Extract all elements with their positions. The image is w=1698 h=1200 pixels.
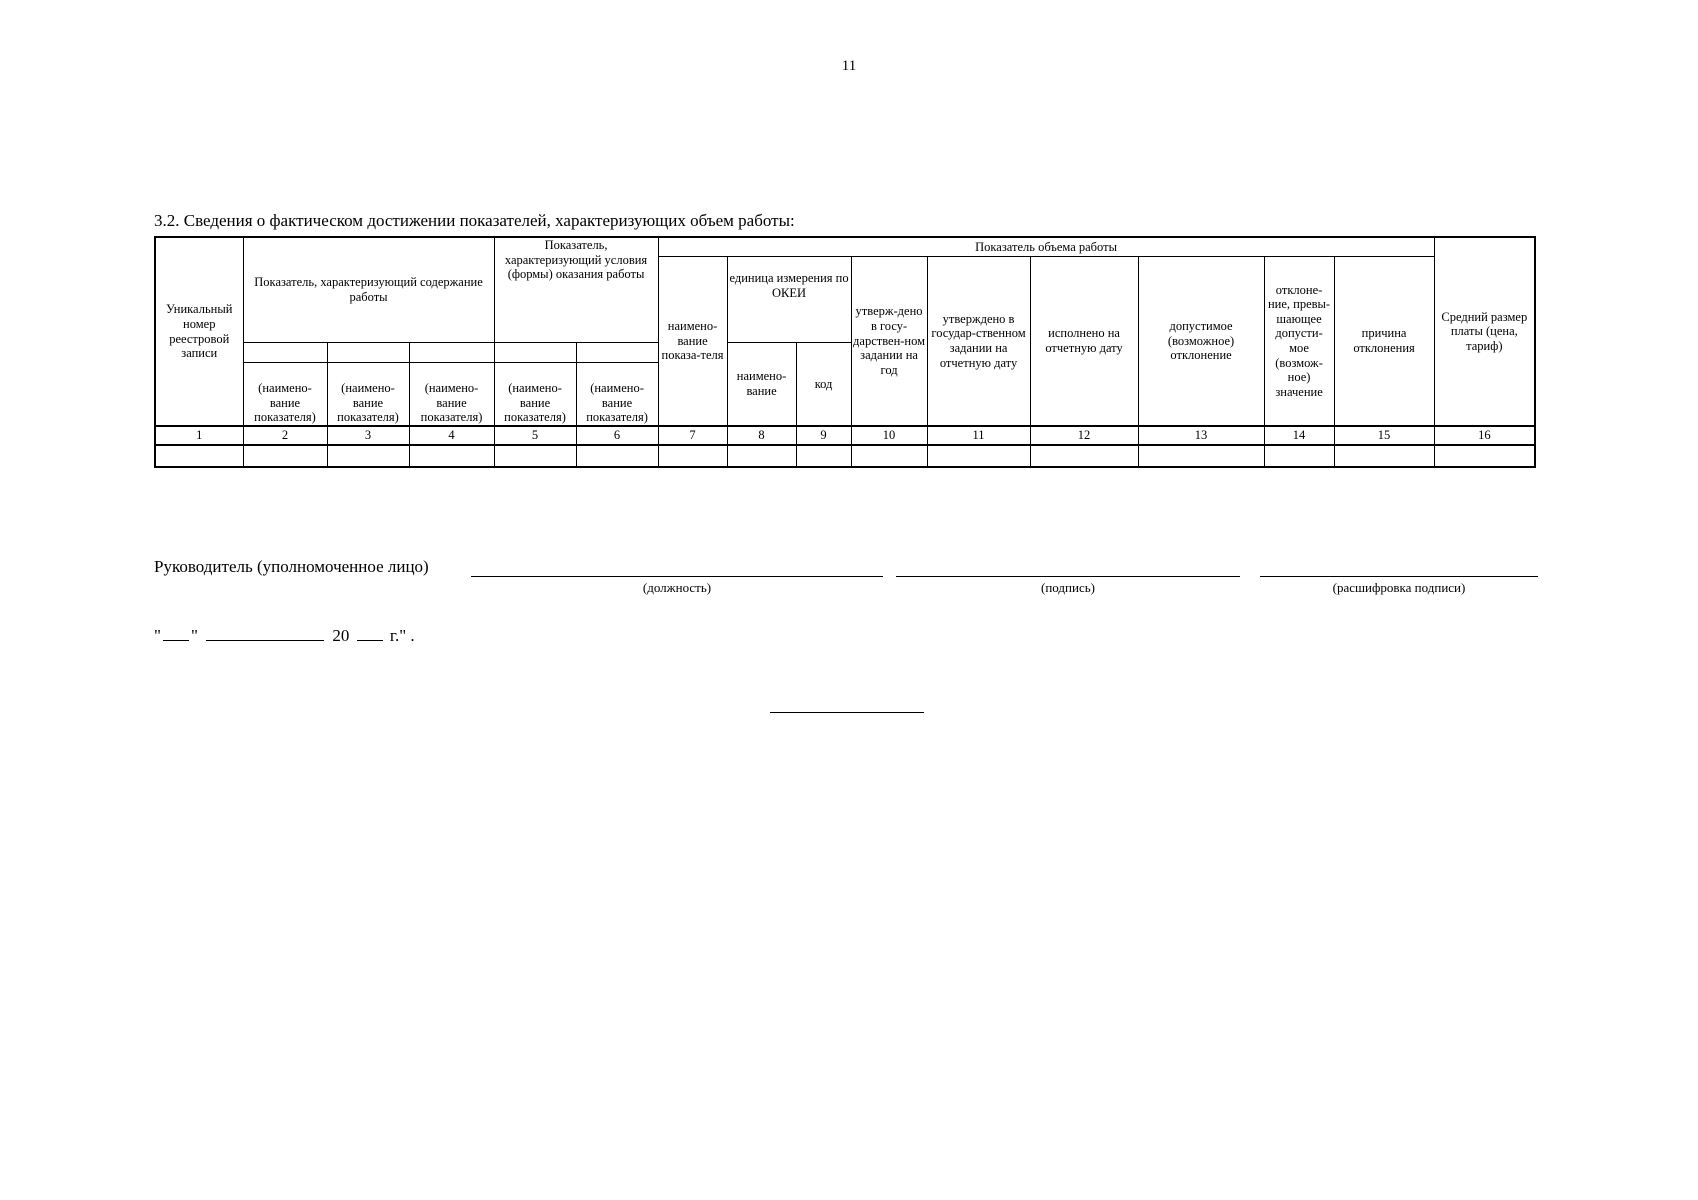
header-allowed-deviation: допустимое (возможное) отклонение [1138,257,1264,427]
data-cell [1030,445,1138,467]
date-close-quote: " [190,626,198,645]
header-average-fee: Средний размер платы (цена, тариф) [1434,237,1535,426]
column-number: 9 [796,426,851,445]
data-cell [796,445,851,467]
data-cell [727,445,796,467]
column-number: 11 [927,426,1030,445]
signature-caption: (подпись) [1041,580,1095,595]
header-approved-year: утверж-дено в госу-дарствен-ном задании на год [851,257,927,427]
signature-line [896,576,1240,577]
volume-indicators-table [154,236,1536,468]
column-number: 3 [327,426,409,445]
header-content-blank-1 [243,343,327,363]
decoding-caption: (расшифровка подписи) [1332,580,1466,595]
header-conditions-indicator-1: (наимено-вание показателя) [494,363,576,427]
year-suffix: г." . [389,626,415,645]
signature-label: Руководитель (уполномоченное лицо) [154,557,429,576]
column-number: 7 [658,426,727,445]
header-content-indicator-2: (наимено-вание показателя) [327,363,409,427]
header-conditions-indicator-2: (наимено-вание показателя) [576,363,658,427]
data-cell [658,445,727,467]
data-cell [155,445,243,467]
column-number: 14 [1264,426,1334,445]
date-line [154,626,415,646]
header-unit-name: наимено-вание [727,343,796,427]
header-exceeding-deviation: отклоне-ние, превы-шающее допусти-мое (возмож-ное) значение [1264,257,1334,427]
page-number: 11 [841,58,857,74]
empty-data-row [155,445,1535,467]
header-content-indicator-1: (наимено-вание показателя) [243,363,327,427]
header-conditions-blank-2 [576,343,658,363]
column-number: 6 [576,426,658,445]
header-content-blank-3 [409,343,494,363]
header-unique-number: Уникальный номер реестровой записи [155,237,243,426]
data-cell [927,445,1030,467]
date-open-quote: " [154,626,161,645]
column-number: 13 [1138,426,1264,445]
header-content-indicator-3: (наимено-вание показателя) [409,363,494,427]
data-cell [1334,445,1434,467]
header-executed-date: исполнено на отчетную дату [1030,257,1138,427]
header-indicator-name: наимено-вание показа-теля [658,257,727,427]
year-prefix: 20 [332,626,350,645]
column-number: 12 [1030,426,1138,445]
header-unit-code: код [796,343,851,427]
column-number: 16 [1434,426,1535,445]
column-number: 15 [1334,426,1434,445]
section-title: 3.2. Сведения о фактическом достижении показателей, характеризующих объем работы: [154,211,795,230]
position-line [471,576,883,577]
data-cell [1434,445,1535,467]
header-approved-date: утверждено в государ-ственном задании на отчетную дату [927,257,1030,427]
header-conditions-group: Показатель, характеризующий условия (формы) оказания работы [494,237,658,343]
decoding-line [1260,576,1538,577]
column-number: 4 [409,426,494,445]
header-unit-okei: единица измерения по ОКЕИ [727,257,851,343]
day-blank [163,626,189,641]
column-number: 2 [243,426,327,445]
month-blank [206,626,324,641]
column-number: 5 [494,426,576,445]
year-blank [357,626,383,641]
header-content-group: Показатель, характеризующий содержание работы [243,237,494,343]
position-caption: (должность) [642,580,712,595]
column-number: 8 [727,426,796,445]
data-cell [576,445,658,467]
column-number: 1 [155,426,243,445]
footer-rule [770,712,924,713]
header-conditions-blank-1 [494,343,576,363]
data-cell [1264,445,1334,467]
data-cell [243,445,327,467]
data-cell [851,445,927,467]
data-cell [409,445,494,467]
data-cell [1138,445,1264,467]
header-content-blank-2 [327,343,409,363]
data-cell [327,445,409,467]
header-deviation-reason: причина отклонения [1334,257,1434,427]
column-number: 10 [851,426,927,445]
column-number-row [155,426,1535,445]
header-volume-group: Показатель объема работы [658,237,1434,257]
data-cell [494,445,576,467]
